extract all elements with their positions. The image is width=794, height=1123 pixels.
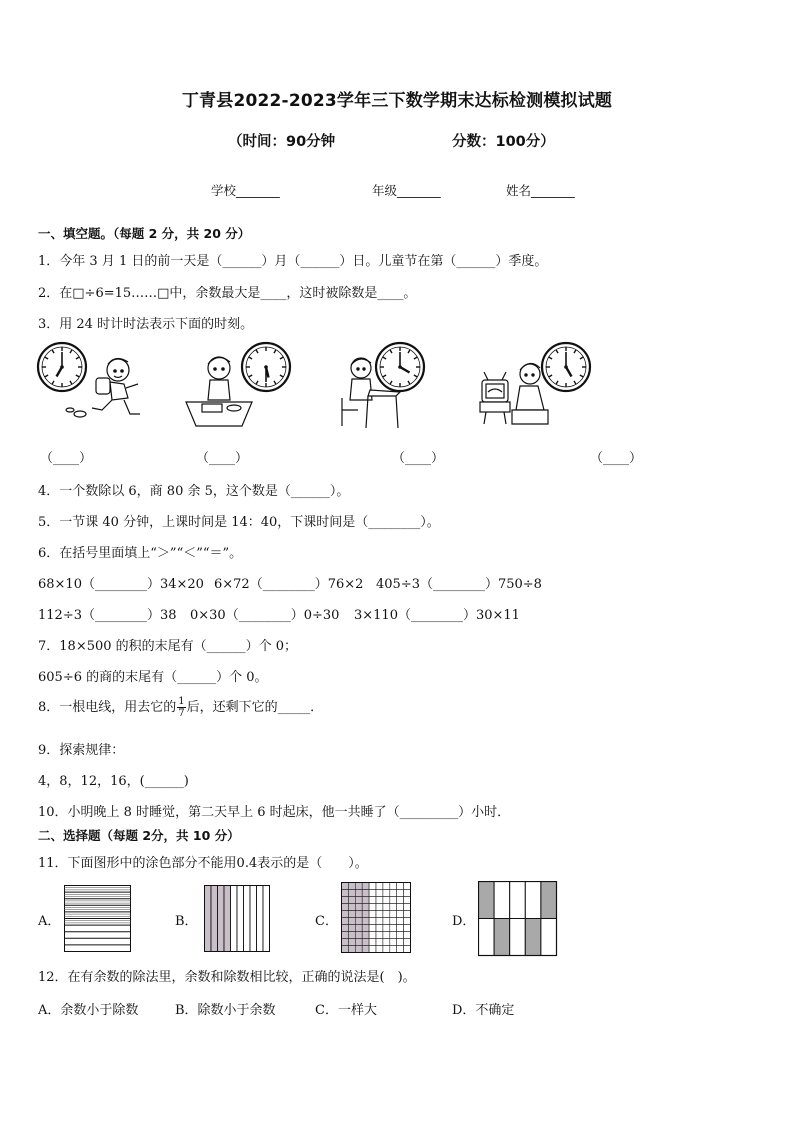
- q11-option-b-label[interactable]: B．: [175, 914, 198, 929]
- question-4: 4．一个数除以 6，商 80 余 5，这个数是（______）。: [38, 484, 350, 499]
- question-7a: 7．18×500 的积的末尾有（______）个 0；: [38, 639, 298, 654]
- q12-option-c[interactable]: C．一样大: [315, 1003, 377, 1018]
- exam-time: （时间：90分钟: [228, 134, 336, 150]
- question-12: 12．在有余数的除法里，余数和除数相比较，正确的说法是( )。: [38, 970, 416, 985]
- question-8: [38, 696, 323, 719]
- section-1-heading: 一、填空题。（每题 2 分，共 20 分）: [38, 226, 251, 241]
- q3-illustrations: [36, 340, 596, 435]
- fraction-one-seventh: [177, 696, 185, 719]
- q11-figure-b[interactable]: [204, 885, 271, 953]
- clock-icon: [38, 343, 86, 391]
- q3-blank-1[interactable]: （____）: [40, 451, 93, 466]
- exam-score: 分数：100分）: [452, 134, 555, 150]
- question-1: 1．今年 3 月 1 日的前一天是（______）月（______）日。儿童节在第（______）季度。: [38, 254, 548, 269]
- name-field: 姓名_______: [506, 183, 575, 198]
- section-2-heading: 二、选择题（每题 2分，共 10 分）: [38, 828, 240, 843]
- q9-sequence: 4，8，12，16，(______): [38, 774, 189, 789]
- question-11: 11．下面图形中的涂色部分不能用0.4表示的是（ ）。: [38, 856, 368, 871]
- question-9: 9．探索规律：: [38, 743, 125, 758]
- question-5: 5．一节课 40 分钟，上课时间是 14：40，下课时间是（________）。: [38, 515, 440, 530]
- q6-item: 68×10（________）34×20: [38, 577, 204, 592]
- q11-option-c-label[interactable]: C．: [315, 914, 338, 929]
- q3-blank-3[interactable]: （____）: [392, 451, 445, 466]
- question-7b: 605÷6 的商的末尾有（______）个 0。: [38, 670, 268, 685]
- q11-option-d-label[interactable]: D．: [452, 914, 476, 929]
- q8-text-post: 后，还剩下它的_____．: [186, 700, 324, 715]
- q6-item: 405÷3（________）750÷8: [376, 577, 542, 592]
- question-2: 2．在□÷6=15……□中，余数最大是____，这时被除数是____。: [38, 286, 417, 301]
- q6-item: 112÷3（________）38: [38, 608, 177, 623]
- fraction-denominator: 7: [178, 708, 185, 719]
- grade-field: 年级_______: [372, 183, 441, 198]
- q12-option-a[interactable]: A．余数小于除数: [38, 1003, 139, 1018]
- q11-figure-d[interactable]: [478, 881, 558, 957]
- q3-blank-2[interactable]: （____）: [196, 451, 249, 466]
- question-10: 10．小明晚上 8 时睡觉，第二天早上 6 时起床，他一共睡了（_________）小时．: [38, 805, 511, 820]
- q6-item: 6×72（________）76×2: [214, 577, 364, 592]
- q3-blank-4[interactable]: （____）: [590, 451, 643, 466]
- q12-option-d[interactable]: D．不确定: [452, 1003, 515, 1018]
- q8-text-pre: 8．一根电线，用去它的: [38, 700, 177, 715]
- clock-icon: [242, 343, 290, 391]
- q11-option-a-label[interactable]: A．: [38, 914, 61, 929]
- clock-icon: [376, 343, 424, 391]
- q11-figure-c[interactable]: [341, 882, 412, 954]
- q6-item: 0×30（________）0÷30: [190, 608, 340, 623]
- page-title: 丁青县2022-2023学年三下数学期末达标检测模拟试题: [181, 91, 613, 111]
- question-6: 6．在括号里面填上“＞”“＜”“＝”。: [38, 546, 243, 561]
- child-watching-tv-icon: [480, 363, 548, 424]
- question-3: 3．用 24 时计时法表示下面的时刻。: [38, 317, 254, 332]
- q6-item: 3×110（________）30×11: [354, 608, 520, 623]
- clock-icon: [542, 343, 590, 391]
- q11-figure-a[interactable]: [64, 885, 132, 953]
- school-field: 学校_______: [211, 183, 280, 198]
- q12-option-b[interactable]: B．除数小于余数: [175, 1003, 276, 1018]
- fraction-numerator: 1: [178, 696, 185, 707]
